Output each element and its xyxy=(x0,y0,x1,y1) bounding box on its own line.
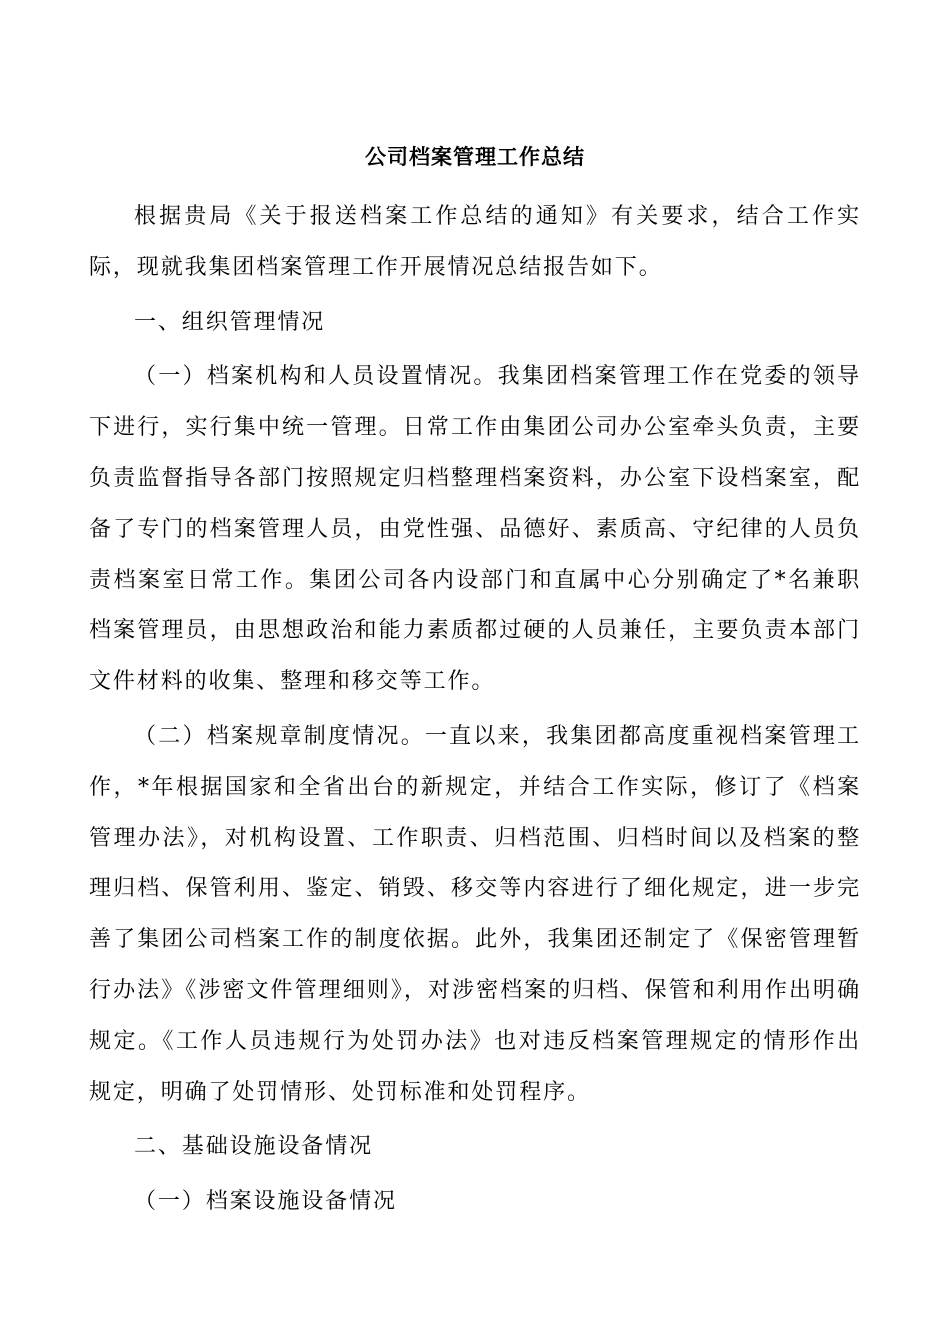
subheading-facilities: （一）档案设施设备情况 xyxy=(134,1189,397,1215)
paragraph-archive-staffing: （一）档案机构和人员设置情况。我集团档案管理工作在党委的领导下进行，实行集中统一管理。日常工作由集团公司办公室牵头负责，主要负责监督指导各部门按照规定归档整理档案资料，办公室下设档案室，配备了专门的档案管理人员，由党性强、品德好、素质高、守纪律的人员负责档案室日常工作。集团公司各内设部门和直属中心分别确定了*名兼职档案管理员，由思想政治和能力素质都过硬的人员兼任，主要负责本部门文件材料的收集、整理和移交等工作。 xyxy=(89,364,861,695)
section-heading-infrastructure: 二、基础设施设备情况 xyxy=(134,1134,374,1160)
paragraph-archive-regulations: （二）档案规章制度情况。一直以来，我集团都高度重视档案管理工作，*年根据国家和全省出台的新规定，并结合工作实际，修订了《档案管理办法》，对机构设置、工作职责、归档范围、归档时间以及档案的整理归档、保管利用、鉴定、销毁、移交等内容进行了细化规定，进一步完善了集团公司档案工作的制度依据。此外，我集团还制定了《保密管理暂行办法》《涉密文件管理细则》，对涉密档案的归档、保管和利用作出明确规定。《工作人员违规行为处罚办法》也对违反档案管理规定的情形作出规定，明确了处罚情形、处罚标准和处罚程序。 xyxy=(89,723,861,1105)
intro-paragraph: 根据贵局《关于报送档案工作总结的通知》有关要求，结合工作实际，现就我集团档案管理工作开展情况总结报告如下。 xyxy=(89,204,861,280)
document-body xyxy=(89,192,861,1232)
document-title: 公司档案管理工作总结 xyxy=(365,144,585,169)
section-heading-organization: 一、组织管理情况 xyxy=(134,309,326,335)
